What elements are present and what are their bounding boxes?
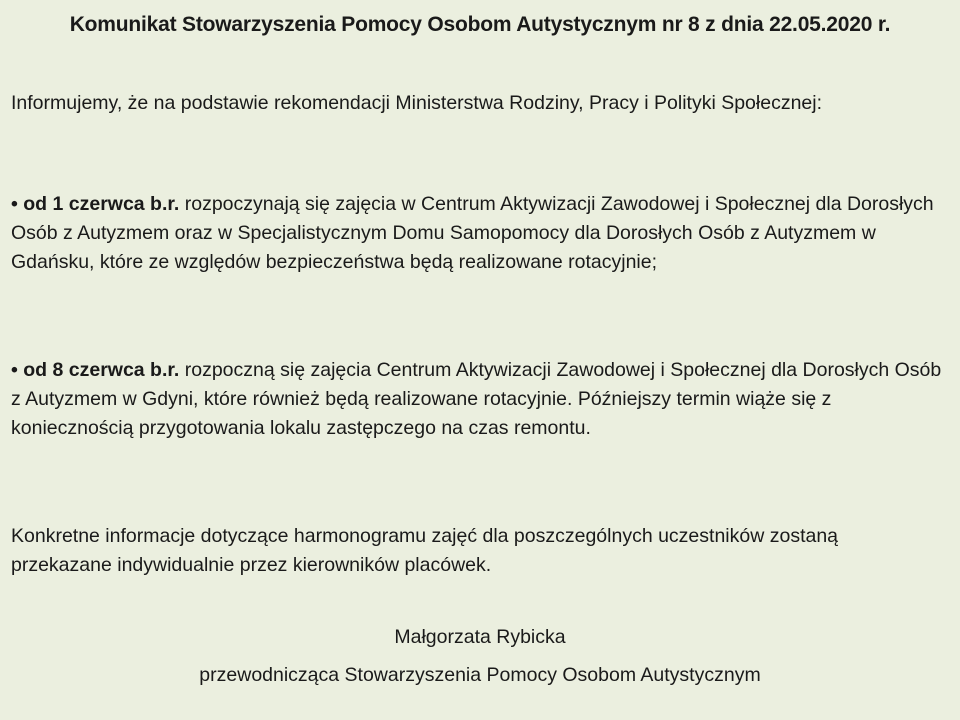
item-date-lead: od 8 czerwca b.r. bbox=[23, 359, 180, 381]
intro-paragraph: Informujemy, że na podstawie rekomendacji Ministerstwa Rodziny, Pracy i Polityki Społecznej: bbox=[11, 92, 823, 114]
page-title: Komunikat Stowarzyszenia Pomocy Osobom Autystycznym nr 8 z dnia 22.05.2020 r. bbox=[69, 13, 891, 36]
closing-paragraph: Konkretne informacje dotyczące harmonogramu zajęć dla poszczególnych uczestników zostaną przekazane indywidualnie przez kierowników placówek. bbox=[11, 525, 839, 576]
signature-name: Małgorzata Rybicka bbox=[394, 626, 566, 648]
bullet-icon: • bbox=[11, 359, 18, 381]
list-item bbox=[11, 356, 943, 443]
signature-role: przewodnicząca Stowarzyszenia Pomocy Osobom Autystycznym bbox=[199, 664, 761, 686]
list-item bbox=[11, 190, 943, 277]
item-date-lead: od 1 czerwca b.r. bbox=[23, 193, 180, 215]
bullet-icon: • bbox=[11, 193, 18, 215]
item-text: rozpoczynają się zajęcia w Centrum Aktywizacji Zawodowej i Społecznej dla Dorosłych Osób z Autyzmem oraz w Specjalistycznym Domu Samopomocy dla Dorosłych Osób z Autyzmem w Gdańsku, które ze względów bezpieczeństwa będą realizowane rotacyjnie; bbox=[11, 193, 934, 273]
item-text: rozpoczną się zajęcia Centrum Aktywizacji Zawodowej i Społecznej dla Dorosłych Osób z Autyzmem w Gdyni, które również będą realizowane rotacyjnie. Późniejszy termin wiąże się z koniecznością przygotowania lokalu zastępczego na czas remontu. bbox=[11, 359, 942, 439]
